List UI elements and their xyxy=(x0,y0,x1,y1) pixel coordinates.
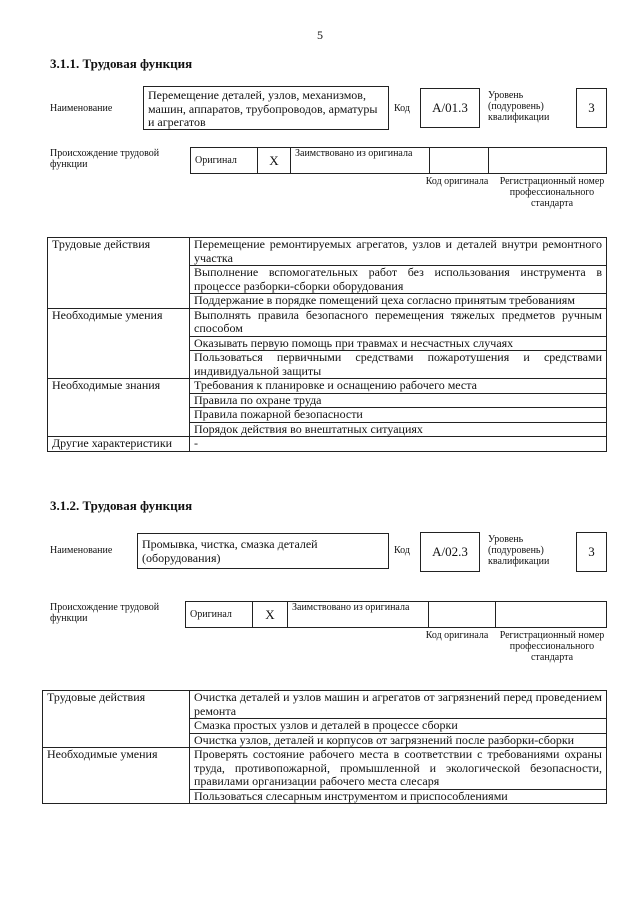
table-cell: Выполнять правила безопасного перемещения тяжелых предметов ручным способом xyxy=(190,308,607,336)
reg-num-caption: Регистрационный номер профессионального стандарта xyxy=(499,176,605,209)
code-value: A/01.3 xyxy=(420,88,480,128)
name-label: Наименование xyxy=(50,545,113,556)
row-label: Трудовые действия xyxy=(43,691,190,748)
row-label: Необходимые умения xyxy=(43,748,190,804)
table-cell: Перемещение ремонтируемых агрегатов, узлов и деталей внутри ремонтного участка xyxy=(190,238,607,266)
orig-code-caption: Код оригинала xyxy=(425,176,489,187)
original-mark: X xyxy=(258,148,291,174)
borrowed-label: Заимствовано из оригинала xyxy=(291,148,430,174)
table-cell: Порядок действия во внештатных ситуациях xyxy=(190,422,607,437)
table-cell: Пользоваться первичными средствами пожаротушения и средствами индивидуальной защиты xyxy=(190,351,607,379)
section-title: 3.1.2. Трудовая функция xyxy=(50,498,193,513)
section-title: 3.1.1. Трудовая функция xyxy=(50,56,193,71)
borrowed-label: Заимствовано из оригинала xyxy=(288,602,429,628)
origin-table xyxy=(185,601,607,628)
row-label: Трудовые действия xyxy=(48,238,190,309)
table-cell: Очистка узлов, деталей и корпусов от загрязнений после разборки-сборки xyxy=(190,733,607,748)
origin-label: Происхождение трудовой функции xyxy=(50,602,160,624)
row-label: Необходимые умения xyxy=(48,308,190,379)
reg-num-cell xyxy=(489,148,607,174)
table-cell: - xyxy=(190,437,607,452)
table-cell: Выполнение вспомогательных работ без использования инструмента в процессе разборки-сборки оборудования xyxy=(190,266,607,294)
code-value: A/02.3 xyxy=(420,532,480,572)
row-label: Другие характеристики xyxy=(48,437,190,452)
code-label: Код xyxy=(394,103,410,114)
function-name-box: Промывка, чистка, смазка деталей (оборудования) xyxy=(137,533,389,569)
table-cell: Очистка деталей и узлов машин и агрегатов от загрязнений перед проведением ремонта xyxy=(190,691,607,719)
level-label: Уровень (подуровень) квалификации xyxy=(488,90,550,123)
orig-code-cell xyxy=(429,602,496,628)
original-mark: X xyxy=(253,602,288,628)
orig-code-caption: Код оригинала xyxy=(425,630,489,641)
code-label: Код xyxy=(394,545,410,556)
function-name-box: Перемещение деталей, узлов, механизмов, машин, аппаратов, трубопроводов, арматуры и агрегатов xyxy=(143,86,389,130)
table-cell: Пользоваться слесарным инструментом и приспособлениями xyxy=(190,789,607,804)
level-value: 3 xyxy=(576,532,607,572)
table-cell: Оказывать первую помощь при травмах и несчастных случаях xyxy=(190,336,607,351)
level-label: Уровень (подуровень) квалификации xyxy=(488,534,550,567)
orig-code-cell xyxy=(430,148,489,174)
table-cell: Правила по охране труда xyxy=(190,393,607,408)
original-label: Оригинал xyxy=(186,602,253,628)
reg-num-caption: Регистрационный номер профессионального стандарта xyxy=(499,630,605,663)
name-label: Наименование xyxy=(50,103,113,114)
origin-label: Происхождение трудовой функции xyxy=(50,148,160,170)
function-details-table xyxy=(42,690,607,804)
origin-table xyxy=(190,147,607,174)
level-value: 3 xyxy=(576,88,607,128)
table-cell: Правила пожарной безопасности xyxy=(190,408,607,423)
function-details-table xyxy=(47,237,607,452)
table-cell: Поддержание в порядке помещений цеха согласно принятым требованиям xyxy=(190,294,607,309)
original-label: Оригинал xyxy=(191,148,258,174)
table-cell: Требования к планировке и оснащению рабочего места xyxy=(190,379,607,394)
page-number: 5 xyxy=(317,28,323,42)
table-cell: Проверять состояние рабочего места в соответствии с требованиями охраны труда, противопожарной, промышленной и экологической безопасности, правилами организации рабочего места слесаря xyxy=(190,748,607,790)
reg-num-cell xyxy=(496,602,607,628)
row-label: Необходимые знания xyxy=(48,379,190,437)
table-cell: Смазка простых узлов и деталей в процессе сборки xyxy=(190,719,607,734)
